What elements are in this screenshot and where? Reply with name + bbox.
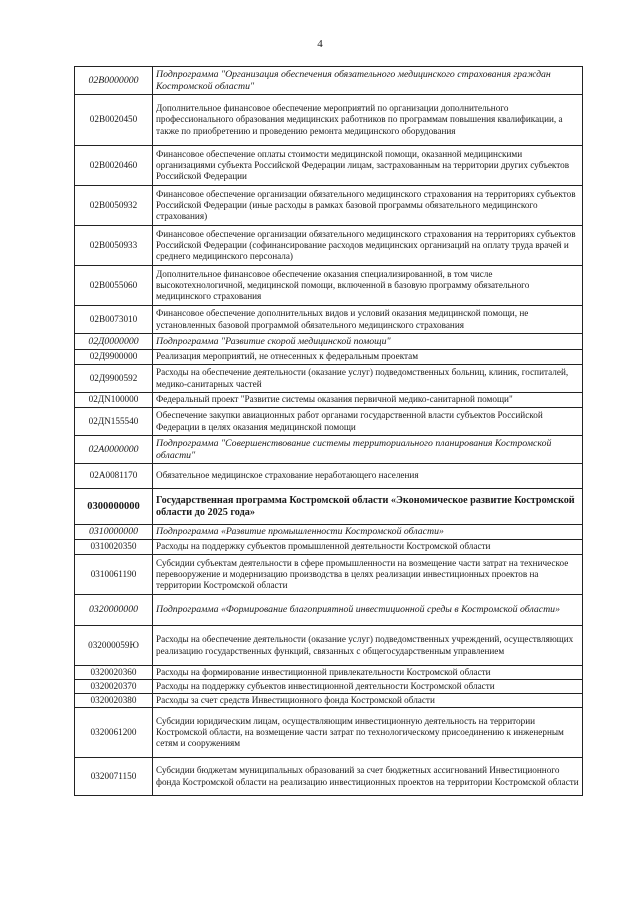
table-row — [75, 680, 583, 694]
row-description: Подпрограмма "Развитие скорой медицинской помощи" — [153, 334, 583, 350]
row-description: Субсидии юридическим лицам, осуществляющим инвестиционную деятельность на территории Костромской области, на возмещение части затрат по технологическому присоединению к инженерным сетям и сооружениям — [153, 708, 583, 758]
row-description: Расходы на поддержку субъектов промышленной деятельности Костромской области — [153, 540, 583, 555]
row-code: 02Д9900000 — [75, 350, 153, 365]
table-row — [75, 306, 583, 334]
row-code: 02В0050932 — [75, 186, 153, 226]
row-code: 0310020350 — [75, 540, 153, 555]
row-code: 0310061190 — [75, 555, 153, 595]
row-description: Подпрограмма "Организация обеспечения обязательного медицинского страхования граждан Костромской области" — [153, 67, 583, 95]
table-row — [75, 626, 583, 666]
budget-classification-table — [74, 66, 583, 796]
table-row — [75, 393, 583, 408]
row-code: 02В0020450 — [75, 95, 153, 146]
row-description: Дополнительное финансовое обеспечение мероприятий по организации дополнительного профессионального образования медицинских работников по программам повышения квалификации, а также по приобретению и проведению ремонта медицинского оборудования — [153, 95, 583, 146]
row-code: 02В0020460 — [75, 146, 153, 186]
table-row — [75, 146, 583, 186]
page-number: 4 — [317, 38, 323, 50]
table-row — [75, 555, 583, 595]
table-row — [75, 666, 583, 680]
table-row — [75, 408, 583, 436]
table-row — [75, 266, 583, 306]
table-row — [75, 540, 583, 555]
row-code: 0300000000 — [75, 489, 153, 525]
row-description: Федеральный проект "Развитие системы оказания первичной медико-санитарной помощи" — [153, 393, 583, 408]
row-code: 0320071150 — [75, 758, 153, 796]
row-code: 0320020380 — [75, 694, 153, 708]
table-row — [75, 350, 583, 365]
row-code: 02В0055060 — [75, 266, 153, 306]
row-description: Расходы на поддержку субъектов инвестиционной деятельности Костромской области — [153, 680, 583, 694]
table-row — [75, 464, 583, 489]
row-code: 0320061200 — [75, 708, 153, 758]
row-code: 02Д0000000 — [75, 334, 153, 350]
row-code: 02А0081170 — [75, 464, 153, 489]
row-description: Финансовое обеспечение оплаты стоимости медицинской помощи, оказанной медицинскими организациями субъекта Российской Федерации лицам, застрахованным на территории других субъектов Российской Федерации — [153, 146, 583, 186]
table-row — [75, 67, 583, 95]
row-description: Финансовое обеспечение организации обязательного медицинского страхования на территориях субъектов Российской Федерации (иные расходы в рамках базовой программы обязательного медицинского страхования) — [153, 186, 583, 226]
table-row — [75, 525, 583, 540]
row-description: Реализация мероприятий, не отнесенных к федеральным проектам — [153, 350, 583, 365]
row-description: Обязательное медицинское страхование неработающего населения — [153, 464, 583, 489]
table-row — [75, 334, 583, 350]
row-code: 02Д9900592 — [75, 365, 153, 393]
row-description: Расходы за счет средств Инвестиционного фонда Костромской области — [153, 694, 583, 708]
table-row — [75, 186, 583, 226]
table-row — [75, 226, 583, 266]
row-description: Дополнительное финансовое обеспечение оказания специализированной, в том числе высокотехнологичной, медицинской помощи, включенной в базовую программу обязательного медицинского страхования — [153, 266, 583, 306]
table-row — [75, 365, 583, 393]
row-code: 02ДN100000 — [75, 393, 153, 408]
row-description: Субсидии субъектам деятельности в сфере промышленности на возмещение части затрат на техническое перевооружение и модернизацию производства в целях реализации инвестиционных проектов на территории Костромской области — [153, 555, 583, 595]
row-description: Подпрограмма "Совершенствование системы территориального планирования Костромской области" — [153, 436, 583, 464]
row-description: Расходы на обеспечение деятельности (оказание услуг) подведомственных больниц, клиник, госпиталей, медико-санитарных частей — [153, 365, 583, 393]
row-code: 02В0000000 — [75, 67, 153, 95]
row-description: Финансовое обеспечение дополнительных видов и условий оказания медицинской помощи, не установленных базовой программой обязательного медицинского страхования — [153, 306, 583, 334]
row-code: 0310000000 — [75, 525, 153, 540]
row-code: 032000059Ю — [75, 626, 153, 666]
table-body — [75, 67, 583, 796]
row-description: Расходы на обеспечение деятельности (оказание услуг) подведомственных учреждений, осуществляющих реализацию государственных функций, связанных с общегосударственным управлением — [153, 626, 583, 666]
table-row — [75, 436, 583, 464]
row-code: 0320020360 — [75, 666, 153, 680]
table-row — [75, 595, 583, 626]
row-description: Субсидии бюджетам муниципальных образований за счет бюджетных ассигнований Инвестиционного фонда Костромской области на реализацию инвестиционных проектов на территории Костромской области — [153, 758, 583, 796]
row-code: 02В0073010 — [75, 306, 153, 334]
table-row — [75, 489, 583, 525]
row-code: 02В0050933 — [75, 226, 153, 266]
row-description: Подпрограмма «Развитие промышленности Костромской области» — [153, 525, 583, 540]
table-row — [75, 95, 583, 146]
row-code: 02А0000000 — [75, 436, 153, 464]
row-code: 0320000000 — [75, 595, 153, 626]
table-row — [75, 708, 583, 758]
table-row — [75, 694, 583, 708]
row-description: Финансовое обеспечение организации обязательного медицинского страхования на территориях субъектов Российской Федерации (софинансирование расходов медицинских организаций на оплату труда врачей и среднего медицинского персонала) — [153, 226, 583, 266]
row-description: Государственная программа Костромской области «Экономическое развитие Костромской области до 2025 года» — [153, 489, 583, 525]
row-description: Подпрограмма «Формирование благоприятной инвестиционной среды в Костромской области» — [153, 595, 583, 626]
row-code: 02ДN155540 — [75, 408, 153, 436]
row-code: 0320020370 — [75, 680, 153, 694]
row-description: Обеспечение закупки авиационных работ органами государственной власти субъектов Российской Федерации в целях оказания медицинской помощи — [153, 408, 583, 436]
row-description: Расходы на формирование инвестиционной привлекательности Костромской области — [153, 666, 583, 680]
table-row — [75, 758, 583, 796]
